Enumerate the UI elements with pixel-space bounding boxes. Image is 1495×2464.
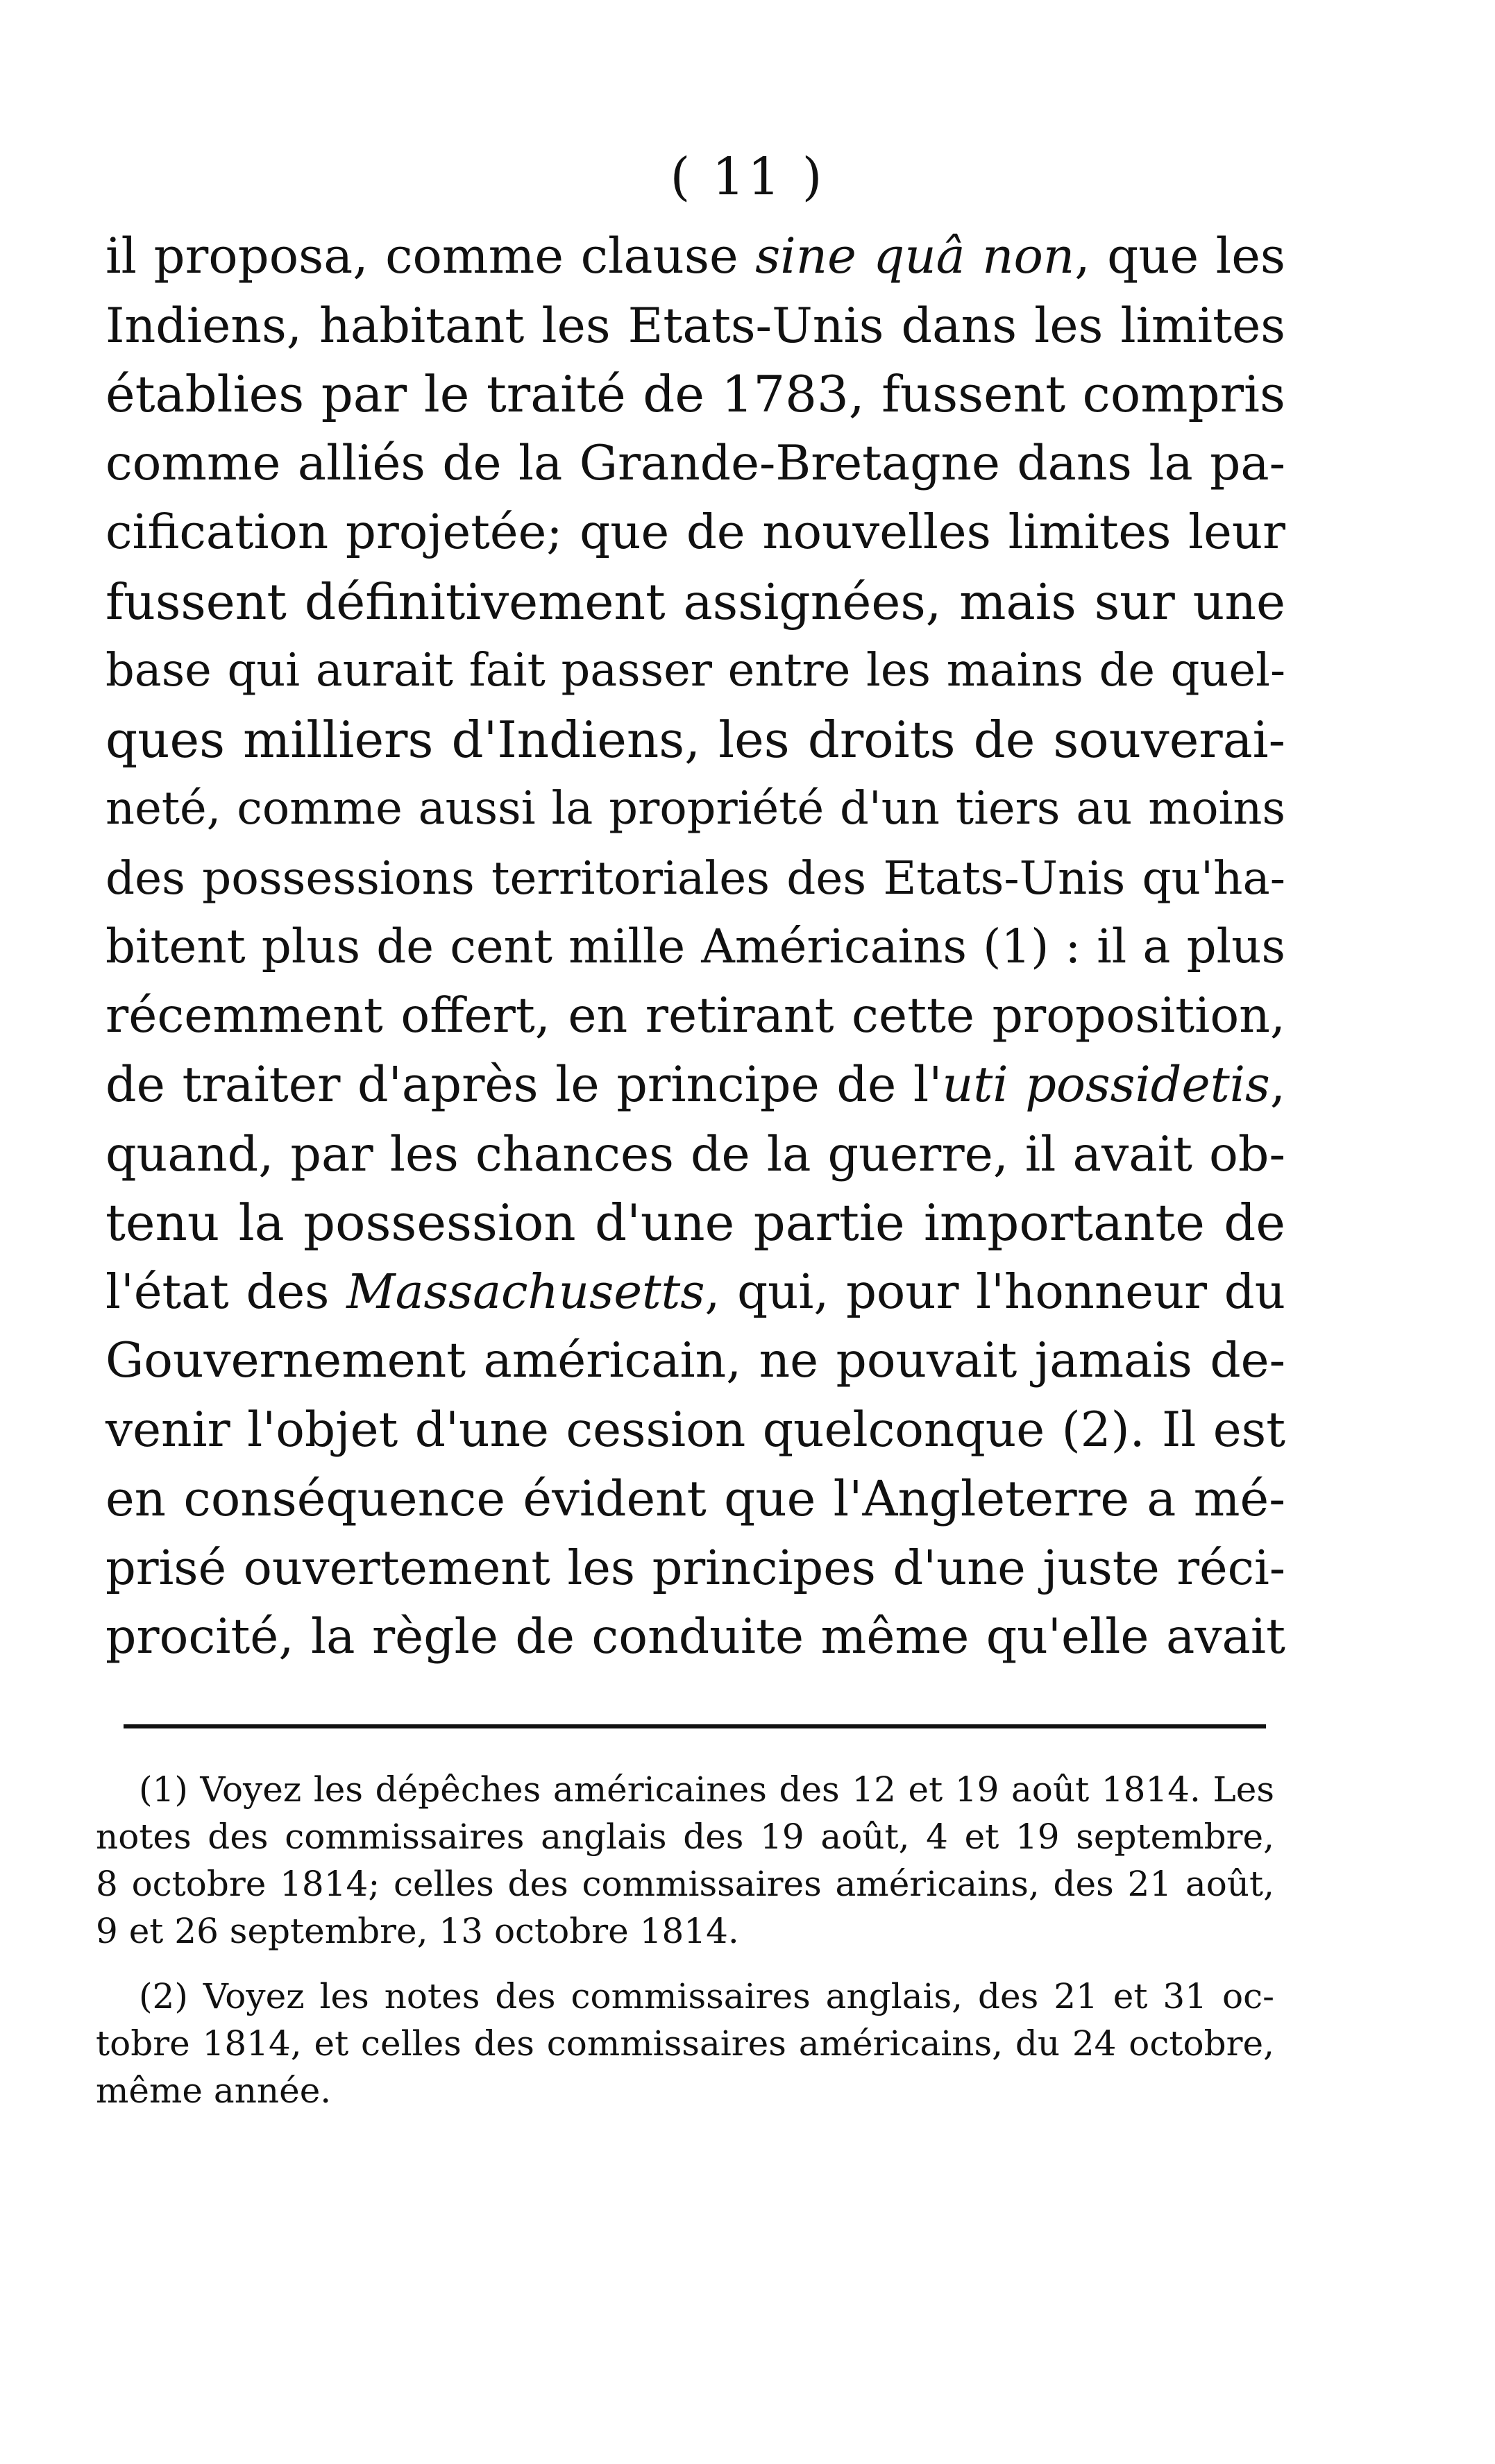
footnote-line: (2) Voyez les notes des commissaires anglais, des 21 et 31 oc-: [139, 1976, 1274, 2016]
footnote-1: [96, 1766, 1274, 1955]
body-line: procité, la règle de conduite même qu'elle avait: [105, 1609, 1285, 1665]
body-line: établies par le traité de 1783, fussent compris: [105, 365, 1285, 423]
body-line: quand, par les chances de la guerre, il avait ob-: [105, 1125, 1285, 1182]
body-line: des possessions territoriales des Etats-Unis qu'ha-: [105, 851, 1285, 905]
body-line: neté, comme aussi la propriété d'un tiers au moins: [105, 782, 1285, 835]
body-line: récemment offert, en retirant cette proposition,: [105, 987, 1285, 1044]
body-line: Gouvernement américain, ne pouvait jamais de-: [105, 1333, 1285, 1388]
body-line: bitent plus de cent mille Américains (1) : il a plus: [105, 919, 1285, 974]
body-line: de traiter d'après le principe de l'uti possidetis,: [105, 1057, 1286, 1113]
body-line: l'état des Massachusetts, qui, pour l'honneur du: [105, 1264, 1285, 1320]
footnote-rule: [124, 1724, 1266, 1728]
body-line: fussent définitivement assignées, mais sur une: [105, 572, 1285, 631]
footnote-line: (1) Voyez les dépêches américaines des 12 et 19 août 1814. Les: [139, 1769, 1274, 1810]
body-line: il proposa, comme clause sine quâ non, que les: [105, 228, 1285, 284]
footnote-line: tobre 1814, et celles des commissaires américains, du 24 octobre,: [96, 2023, 1274, 2064]
body-line: ques milliers d'Indiens, les droits de souverai-: [105, 710, 1285, 769]
footnote-line: notes des commissaires anglais des 19 août, 4 et 19 septembre,: [96, 1817, 1274, 1857]
body-line: tenu la possession d'une partie importante de: [105, 1193, 1285, 1252]
body-line: venir l'objet d'une cession quelconque (2). Il est: [105, 1402, 1285, 1458]
body-line: base qui aurait fait passer entre les mains de quel-: [105, 644, 1285, 697]
page-number: ( 11 ): [670, 147, 825, 207]
footnote-2: [96, 1973, 1274, 2114]
body-line: comme alliés de la Grande-Bretagne dans la pa-: [105, 435, 1285, 491]
footnote-line: même année.: [96, 2071, 332, 2111]
footnotes: [96, 1766, 1274, 2114]
body-line: cification projetée; que de nouvelles limites leur: [105, 504, 1285, 560]
body-text: [105, 222, 1285, 1672]
footnote-line: 9 et 26 septembre, 13 octobre 1814.: [96, 1911, 739, 1951]
body-line: en conséquence évident que l'Angleterre a mé-: [105, 1470, 1285, 1527]
body-line: prisé ouvertement les principes d'une juste réci-: [105, 1540, 1285, 1596]
body-line: Indiens, habitant les Etats-Unis dans les limites: [105, 297, 1285, 354]
footnote-line: 8 octobre 1814; celles des commissaires américains, des 21 août,: [96, 1864, 1274, 1904]
